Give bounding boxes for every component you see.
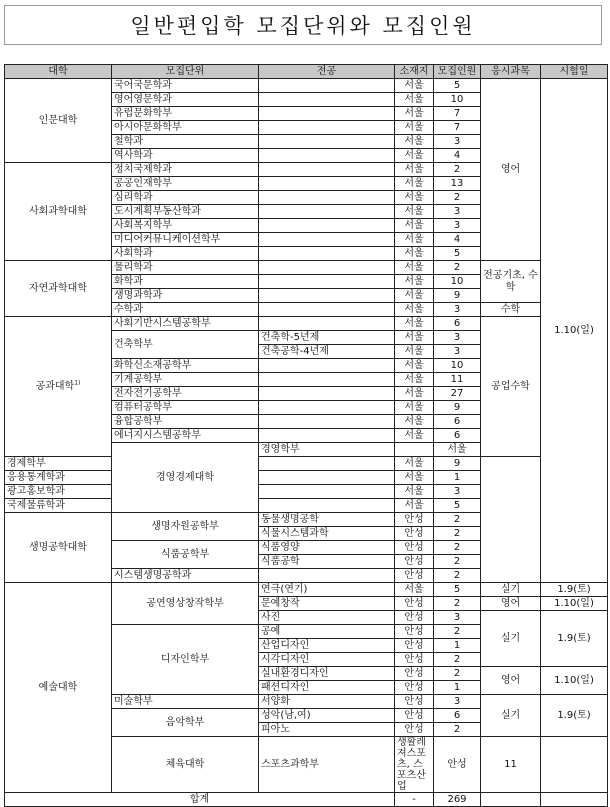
major-cell: 동물생명공학	[259, 513, 395, 527]
major-cell: 문예창작	[259, 597, 395, 611]
major-cell: 식품영양	[259, 541, 395, 555]
major-cell	[259, 429, 395, 443]
footnote-marker: 1)	[74, 379, 81, 387]
college-cell: 생명공학대학	[5, 513, 112, 583]
unit-cell: 국어국문학과	[112, 79, 259, 93]
major-cell	[259, 191, 395, 205]
major-cell	[259, 373, 395, 387]
major-cell: 건축공학-4년제	[259, 345, 395, 359]
college-cell: 체육대학	[112, 737, 259, 793]
unit-cell: 정치국제학과	[112, 163, 259, 177]
campus-cell: 서울	[395, 93, 434, 107]
major-cell	[259, 289, 395, 303]
major-cell	[259, 275, 395, 289]
unit-cell: 스포츠과학부	[259, 737, 395, 793]
major-cell: 건축학-5년제	[259, 331, 395, 345]
total-row	[5, 793, 608, 807]
unit-cell: 공공인재학부	[112, 177, 259, 191]
unit-cell: 생명과학과	[112, 289, 259, 303]
campus-cell: 안성	[395, 695, 434, 709]
subject-cell: 실기	[481, 695, 541, 737]
campus-cell: 서울	[395, 359, 434, 373]
major-cell	[259, 205, 395, 219]
admissions-table	[4, 64, 608, 807]
count-cell: 6	[434, 317, 481, 331]
unit-cell: 경영학부	[259, 443, 395, 457]
count-cell: 10	[434, 93, 481, 107]
count-cell: 2	[434, 541, 481, 555]
campus-cell: 서울	[395, 331, 434, 345]
major-cell: 식물시스템과학	[259, 527, 395, 541]
campus-cell: 안성	[395, 625, 434, 639]
count-cell: 6	[434, 429, 481, 443]
count-cell: 7	[434, 121, 481, 135]
unit-cell: 시스템생명공학과	[112, 569, 259, 583]
campus-cell: 서울	[395, 401, 434, 415]
campus-cell: 서울	[395, 499, 434, 513]
table-row	[5, 79, 608, 93]
unit-cell: 유럽문화학부	[112, 107, 259, 121]
count-cell: 3	[434, 345, 481, 359]
date-cell: 1.9(토)	[541, 611, 608, 667]
campus-cell: 서울	[434, 443, 481, 457]
campus-cell: 안성	[395, 709, 434, 723]
major-cell: 서양화	[259, 695, 395, 709]
count-cell: 3	[434, 219, 481, 233]
date-cell: 1.9(토)	[541, 695, 608, 737]
unit-cell: 응용통계학과	[5, 471, 112, 485]
unit-cell: 사회학과	[112, 247, 259, 261]
unit-cell: 물리학과	[112, 261, 259, 275]
major-cell: 성악(남,여)	[259, 709, 395, 723]
count-cell: 2	[434, 513, 481, 527]
table-row	[5, 457, 608, 471]
campus-cell: 안성	[395, 527, 434, 541]
major-cell	[259, 79, 395, 93]
count-cell: 9	[434, 401, 481, 415]
empty-cell	[481, 793, 541, 807]
major-cell	[259, 457, 395, 471]
unit-cell: 도시계획부동산학과	[112, 205, 259, 219]
unit-cell: 미디어커뮤니케이션학부	[112, 233, 259, 247]
campus-cell: 서울	[395, 387, 434, 401]
campus-cell: 안성	[395, 569, 434, 583]
unit-cell: 미술학부	[112, 695, 259, 709]
unit-cell: 아시아문화학부	[112, 121, 259, 135]
count-cell: 5	[434, 79, 481, 93]
count-cell: 6	[434, 709, 481, 723]
count-cell: 3	[434, 205, 481, 219]
campus-cell: 안성	[395, 513, 434, 527]
col-header-college: 대학	[5, 65, 112, 79]
total-label: 합계	[5, 793, 395, 807]
major-cell: 식품공학	[259, 555, 395, 569]
subject-cell: 공업수학	[481, 317, 541, 457]
unit-cell: 사회기반시스템공학부	[112, 317, 259, 331]
major-cell	[259, 401, 395, 415]
campus-cell: 안성	[395, 681, 434, 695]
major-cell	[259, 93, 395, 107]
campus-cell: 서울	[395, 79, 434, 93]
unit-cell: 기계공학부	[112, 373, 259, 387]
col-header-campus: 소재지	[395, 65, 434, 79]
count-cell: 2	[434, 191, 481, 205]
campus-cell: 서울	[395, 303, 434, 317]
major-cell	[395, 443, 434, 457]
count-cell: 1	[434, 639, 481, 653]
count-cell: 11	[434, 373, 481, 387]
major-cell	[259, 121, 395, 135]
major-cell	[259, 485, 395, 499]
campus-cell: 안성	[395, 639, 434, 653]
major-cell	[259, 135, 395, 149]
major-cell	[259, 359, 395, 373]
col-header-date: 시험일	[541, 65, 608, 79]
major-cell	[259, 247, 395, 261]
col-header-unit: 모집단위	[112, 65, 259, 79]
campus-cell: 서울	[395, 289, 434, 303]
subject-cell: 영어	[481, 597, 541, 611]
count-cell: 2	[434, 667, 481, 681]
campus-cell: 서울	[395, 317, 434, 331]
campus-cell: 안성	[395, 541, 434, 555]
campus-cell: 서울	[395, 177, 434, 191]
major-cell	[259, 219, 395, 233]
count-cell: 2	[434, 723, 481, 737]
count-cell: 3	[434, 485, 481, 499]
table-header-row	[5, 65, 608, 79]
major-cell: 사진	[259, 611, 395, 625]
unit-cell: 영어영문학과	[112, 93, 259, 107]
total-campus: -	[395, 793, 434, 807]
count-cell: 10	[434, 359, 481, 373]
campus-cell: 안성	[395, 611, 434, 625]
unit-cell: 화학신소재공학부	[112, 359, 259, 373]
campus-cell: 서울	[395, 471, 434, 485]
unit-cell: 국제물류학과	[5, 499, 112, 513]
page-title	[4, 5, 602, 45]
count-cell: 11	[481, 737, 541, 793]
table-row	[5, 513, 608, 527]
campus-cell: 서울	[395, 415, 434, 429]
unit-cell: 컴퓨터공학부	[112, 401, 259, 415]
unit-cell: 음악학부	[112, 709, 259, 737]
major-cell	[259, 163, 395, 177]
subject-cell: 전공기초, 수학	[481, 261, 541, 303]
unit-cell: 디자인학부	[112, 625, 259, 695]
count-cell: 3	[434, 611, 481, 625]
campus-cell: 서울	[395, 429, 434, 443]
count-cell: 7	[434, 107, 481, 121]
count-cell: 10	[434, 275, 481, 289]
count-cell: 13	[434, 177, 481, 191]
campus-cell: 서울	[395, 583, 434, 597]
count-cell: 3	[434, 331, 481, 345]
unit-cell: 전자전기공학부	[112, 387, 259, 401]
unit-cell: 철학과	[112, 135, 259, 149]
table-row	[5, 583, 608, 597]
unit-cell: 경제학부	[5, 457, 112, 471]
campus-cell: 안성	[395, 667, 434, 681]
college-cell	[5, 317, 112, 457]
campus-cell: 서울	[395, 457, 434, 471]
count-cell: 2	[434, 261, 481, 275]
count-cell: 5	[434, 247, 481, 261]
empty-cell	[541, 737, 608, 793]
count-cell: 2	[434, 163, 481, 177]
date-cell: 1.9(토)	[541, 583, 608, 597]
major-cell	[259, 149, 395, 163]
page-title-text: 일반편입학 모집단위와 모집인원	[130, 14, 476, 38]
campus-cell: 서울	[395, 107, 434, 121]
college-cell: 사회과학대학	[5, 163, 112, 261]
major-cell	[259, 303, 395, 317]
total-count: 269	[434, 793, 481, 807]
campus-cell: 서울	[395, 345, 434, 359]
subject-cell: 영어	[481, 79, 541, 261]
table-row	[5, 261, 608, 275]
unit-cell: 공연영상창작학부	[112, 583, 259, 625]
table-row	[5, 499, 608, 513]
college-label: 공과대학	[35, 380, 75, 392]
date-cell: 1.10(일)	[541, 667, 608, 695]
major-cell: 패션디자인	[259, 681, 395, 695]
count-cell: 4	[434, 233, 481, 247]
campus-cell: 서울	[395, 247, 434, 261]
count-cell: 2	[434, 625, 481, 639]
count-cell: 5	[434, 583, 481, 597]
major-cell	[259, 499, 395, 513]
unit-cell: 심리학과	[112, 191, 259, 205]
major-cell	[259, 317, 395, 331]
count-cell: 3	[434, 695, 481, 709]
major-cell	[259, 569, 395, 583]
unit-cell: 역사학과	[112, 149, 259, 163]
table-row	[5, 485, 608, 499]
campus-cell: 서울	[395, 233, 434, 247]
subject-cell: 실기	[481, 583, 541, 597]
campus-cell: 서울	[395, 205, 434, 219]
campus-cell: 서울	[395, 485, 434, 499]
campus-cell: 서울	[395, 219, 434, 233]
col-header-count: 모집인원	[434, 65, 481, 79]
date-cell: 1.10(일)	[541, 597, 608, 611]
major-cell	[259, 261, 395, 275]
subject-cell: 실기	[481, 611, 541, 667]
count-cell: 9	[434, 457, 481, 471]
date-cell: 1.10(일)	[541, 79, 608, 583]
count-cell: 2	[434, 555, 481, 569]
count-cell: 6	[434, 415, 481, 429]
campus-cell: 안성	[395, 723, 434, 737]
campus-cell: 서울	[395, 163, 434, 177]
count-cell: 4	[434, 149, 481, 163]
college-cell: 자연과학대학	[5, 261, 112, 317]
table-row	[5, 471, 608, 485]
major-cell	[259, 387, 395, 401]
campus-cell: 안성	[395, 555, 434, 569]
unit-cell: 수학과	[112, 303, 259, 317]
campus-cell: 서울	[395, 191, 434, 205]
table-row	[5, 317, 608, 331]
college-cell: 인문대학	[5, 79, 112, 163]
major-cell: 실내환경디자인	[259, 667, 395, 681]
col-header-subject: 응시과목	[481, 65, 541, 79]
major-cell	[259, 177, 395, 191]
major-cell: 생활레져스포츠, 스포츠산업	[395, 737, 434, 793]
count-cell: 1	[434, 681, 481, 695]
campus-cell: 서울	[395, 121, 434, 135]
campus-cell: 안성	[434, 737, 481, 793]
unit-cell: 화학과	[112, 275, 259, 289]
campus-cell: 서울	[395, 261, 434, 275]
col-header-major: 전공	[259, 65, 395, 79]
major-cell: 시각디자인	[259, 653, 395, 667]
major-cell	[259, 233, 395, 247]
unit-cell: 사회복지학부	[112, 219, 259, 233]
campus-cell: 서울	[395, 135, 434, 149]
college-cell: 경영경제대학	[112, 443, 259, 513]
major-cell: 피아노	[259, 723, 395, 737]
major-cell: 산업디자인	[259, 639, 395, 653]
count-cell: 9	[434, 289, 481, 303]
count-cell: 5	[434, 499, 481, 513]
major-cell	[259, 415, 395, 429]
count-cell: 2	[434, 569, 481, 583]
campus-cell: 안성	[395, 653, 434, 667]
campus-cell: 서울	[395, 275, 434, 289]
campus-cell: 서울	[395, 149, 434, 163]
major-cell	[259, 471, 395, 485]
major-cell: 연극(연기)	[259, 583, 395, 597]
unit-cell: 생명자원공학부	[112, 513, 259, 541]
campus-cell: 서울	[395, 373, 434, 387]
count-cell: 27	[434, 387, 481, 401]
count-cell: 3	[434, 303, 481, 317]
unit-cell: 건축학부	[112, 331, 259, 359]
unit-cell: 에너지시스템공학부	[112, 429, 259, 443]
empty-cell	[541, 793, 608, 807]
count-cell: 2	[434, 653, 481, 667]
unit-cell: 융합공학부	[112, 415, 259, 429]
count-cell: 3	[434, 135, 481, 149]
major-cell: 공예	[259, 625, 395, 639]
campus-cell: 안성	[395, 597, 434, 611]
count-cell: 1	[434, 471, 481, 485]
subject-cell: 수학	[481, 303, 541, 317]
unit-cell: 광고홍보학과	[5, 485, 112, 499]
subject-cell: 영어	[481, 667, 541, 695]
college-cell: 예술대학	[5, 583, 112, 793]
count-cell: 2	[434, 597, 481, 611]
unit-cell: 식품공학부	[112, 541, 259, 569]
major-cell	[259, 107, 395, 121]
count-cell: 2	[434, 527, 481, 541]
